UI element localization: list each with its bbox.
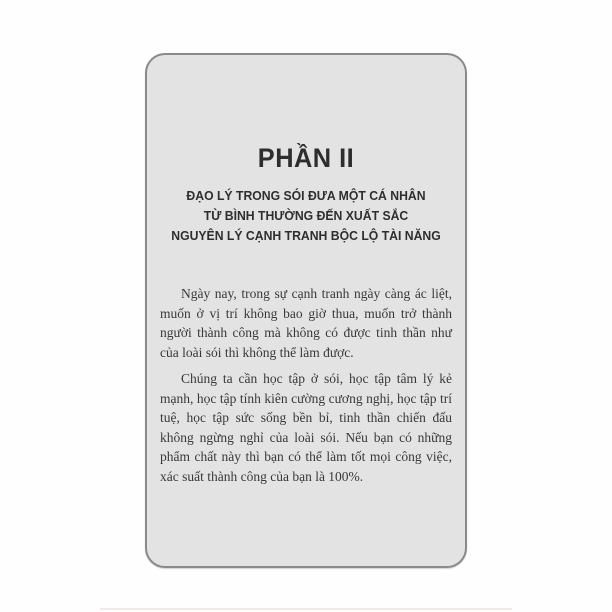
section-title: PHẦN II <box>257 143 355 173</box>
book-page-content <box>147 55 465 566</box>
section-subtitle <box>160 186 452 246</box>
subtitle-line-2: TỪ BÌNH THƯỜNG ĐẾN XUẤT SẮC <box>203 208 409 223</box>
body-text <box>160 284 452 486</box>
bottom-edge-artifact <box>100 608 512 610</box>
subtitle-line-1: ĐẠO LÝ TRONG SÓI ĐƯA MỘT CÁ NHÂN <box>186 188 426 203</box>
body-paragraph-1: Ngày nay, trong sự cạnh tranh ngày càng ác liệt, muốn ở vị trí không bao giờ thua, muốn trở thành người thành công mà không có được tinh thần như của loài sói thì không thể làm được. <box>160 286 452 360</box>
subtitle-line-3: NGUYÊN LÝ CẠNH TRANH BỘC LỘ TÀI NĂNG <box>171 228 441 243</box>
body-paragraph-2: Chúng ta cần học tập ở sói, học tập tâm lý kẻ mạnh, học tập tính kiên cường cương nghị, học tập trí tuệ, học tập sức sống bền bỉ, tinh thần chiến đấu không ngừng nghỉ của loài sói. Nếu bạn có những phẩm chất này thì bạn có thể làm tốt mọi công việc, xác suất thành công của bạn là 100%. <box>160 371 452 484</box>
book-page <box>145 53 467 568</box>
